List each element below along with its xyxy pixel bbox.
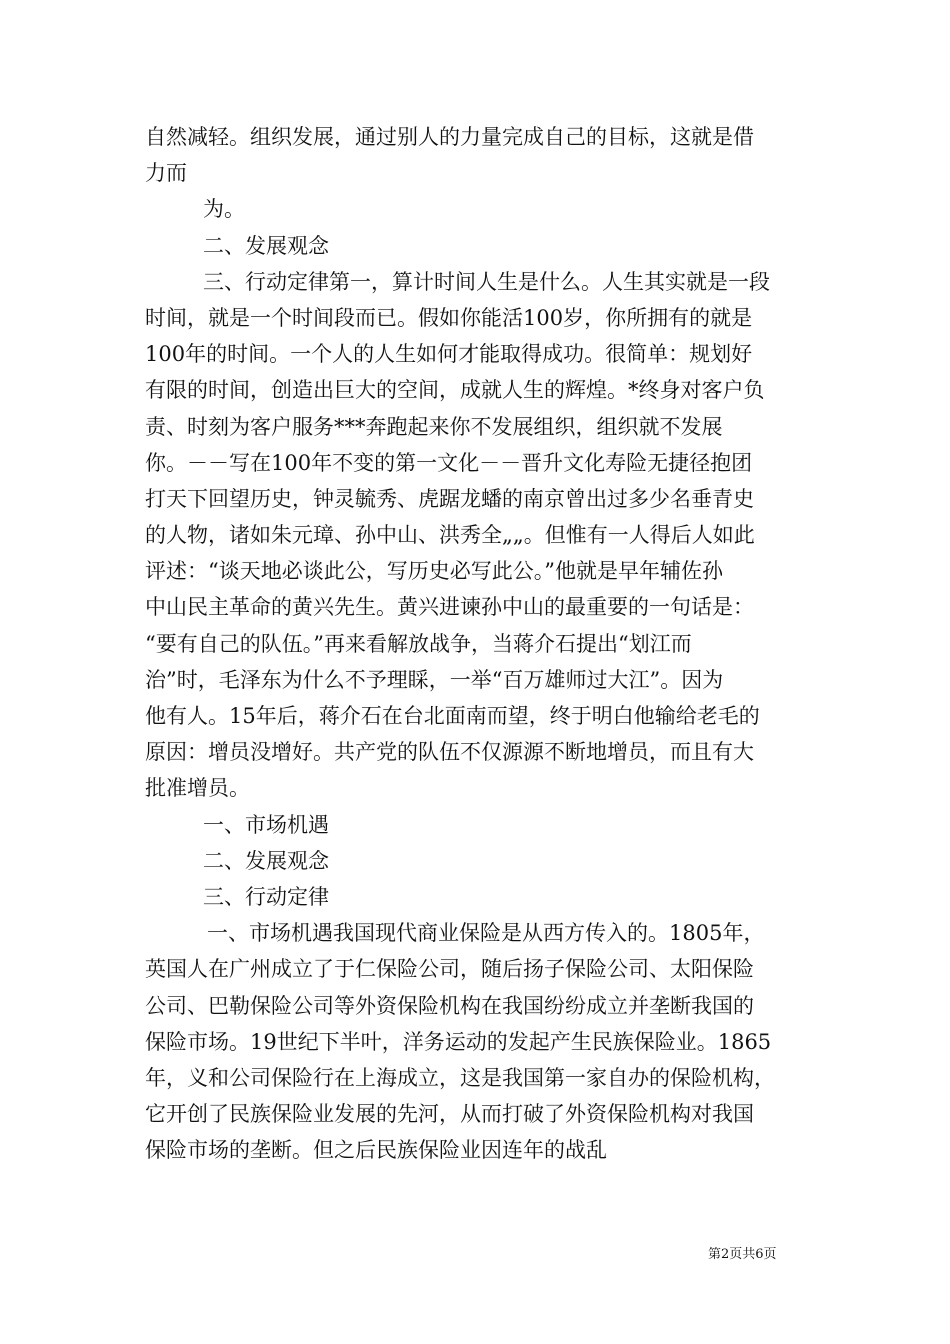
text-line: 三、行动定律第一，算计时间人生是什么。人生其实就是一段 <box>203 269 770 294</box>
text-line: 打天下回望历史，钟灵毓秀、虎踞龙蟠的南京曾出过多少名垂青史 <box>145 486 754 511</box>
text-line: 力而 <box>145 161 187 186</box>
text-line: 的人物，诸如朱元璋、孙中山、洪秀全„„。但惟有一人得后人如此 <box>145 523 755 548</box>
text-line: 评述：“谈天地必谈此公，写历史必写此公。”他就是早年辅佐孙 <box>145 559 723 584</box>
body-text <box>145 119 815 1168</box>
text-line: 时间，就是一个时间段而已。假如你能活100岁，你所拥有的就是 <box>145 305 753 330</box>
text-line: 你。－－写在100年不变的第一文化－－晋升文化寿险无捷径抱团 <box>145 450 753 475</box>
text-line: 为。 <box>203 197 245 222</box>
text-line: 它开创了民族保险业发展的先河，从而打破了外资保险机构对我国 <box>145 1102 754 1127</box>
text-line: 保险市场的垄断。但之后民族保险业因连年的战乱 <box>145 1138 607 1163</box>
text-line: 有限的时间，创造出巨大的空间，成就人生的辉煌。*终身对客户负 <box>145 378 765 403</box>
text-line: 原因：增员没增好。共产党的队伍不仅源源不断地增员，而且有大 <box>145 740 754 765</box>
text-line: 一、市场机遇 <box>203 812 329 837</box>
text-line: 公司、巴勒保险公司等外资保险机构在我国纷纷成立并垄断我国的 <box>145 993 754 1018</box>
text-line: 他有人。15年后，蒋介石在台北面南而望，终于明白他输给老毛的 <box>145 704 760 728</box>
text-line: 保险市场。19世纪下半叶，洋务运动的发起产生民族保险业。1865 <box>145 1029 772 1054</box>
text-line: 二、发展观念 <box>203 848 329 873</box>
text-line: 100年的时间。一个人的人生如何才能取得成功。很简单：规划好 <box>145 342 753 367</box>
text-line: 治”时，毛泽东为什么不予理睬，一举“百万雄师过大江”。因为 <box>145 667 724 692</box>
text-line: 批准增员。 <box>145 776 250 801</box>
text-line: 责、时刻为客户服务***奔跑起来你不发展组织，组织就不发展 <box>145 414 723 439</box>
text-line: 年，义和公司保险行在上海成立，这是我国第一家自办的保险机构， <box>145 1065 775 1090</box>
text-line: 三、行动定律 <box>203 884 329 909</box>
text-line: “要有自己的队伍。”再来看解放战争，当蒋介石提出“划江而 <box>145 631 692 656</box>
text-line: 英国人在广州成立了于仁保险公司，随后扬子保险公司、太阳保险 <box>145 957 754 982</box>
text-line: 中山民主革命的黄兴先生。黄兴进谏孙中山的最重要的一句话是： <box>145 595 754 620</box>
page-number-footer: 第2页共6页 <box>708 1247 777 1262</box>
text-line: 自然减轻。组织发展，通过别人的力量完成自己的目标，这就是借 <box>145 125 754 149</box>
text-line: 一、市场机遇我国现代商业保险是从西方传入的。1805年， <box>207 921 765 946</box>
text-line: 二、发展观念 <box>203 233 329 258</box>
